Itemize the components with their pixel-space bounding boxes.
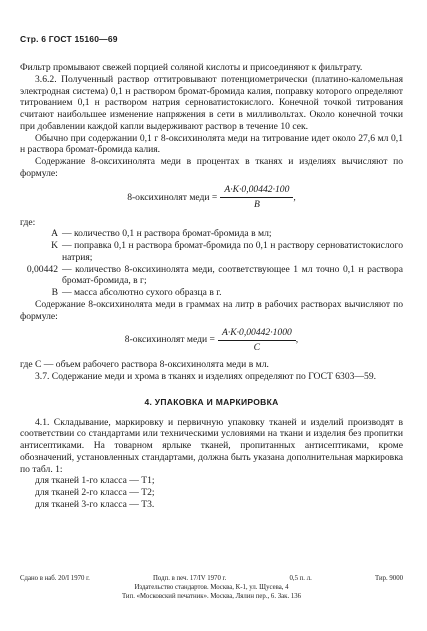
formula-percent-lhs: 8-оксихинолят меди = [127, 191, 218, 203]
imprint-signed: Подп. в печ. 17/IV 1970 г. [153, 575, 227, 582]
imprint-sheets: 0,5 п. л. [289, 575, 312, 582]
formula-percent-denominator: B [253, 199, 260, 210]
imprint-footer [20, 574, 403, 601]
definition-symbol: B [51, 287, 58, 298]
definition-text: — количество 8-оксихинолята меди, соответствующее 1 мл точно 0,1 н раствора бромат-бромида, в г; [62, 263, 403, 287]
imprint-print-run: Тир. 9000 [374, 575, 403, 582]
paragraph-filter-wash: Фильтр промывают свежей порцией соляной кислоты и присоединяют к фильтрату. [20, 62, 363, 73]
formula-grams [20, 325, 403, 355]
document-body [20, 62, 403, 511]
paragraph-where-c: где C — объем рабочего раствора 8-оксихинолята меди в мл. [20, 359, 269, 371]
formula-percent [20, 183, 403, 213]
imprint-publisher: Издательство стандартов. Москва, К-1, ул. Щусева, 4 [134, 584, 289, 591]
paragraph-3-7: 3.7. Содержание меди и хрома в тканях и изделиях определяют по ГОСТ 6303—59. [35, 371, 377, 382]
section-title: 4. УПАКОВКА И МАРКИРОВКА [144, 396, 279, 407]
definition-text: — масса абсолютно сухого образца в г. [62, 287, 222, 298]
formula-grams-numerator: A·K·0,00442·1000 [218, 327, 296, 341]
formula-percent-tail: , [293, 191, 296, 203]
definition-symbol: K [51, 240, 58, 251]
paragraph-percent-content: Содержание 8-оксихинолята меди в процентах в тканях и изделиях вычисляют по формуле: [20, 156, 403, 179]
formula-grams-denominator: C [253, 341, 261, 353]
formula-grams-lhs: 8-оксихинолят меди = [124, 334, 215, 346]
paragraph-4-1: 4.1. Складывание, маркировку и первичную упаковку тканей и изделий производят в соответствии со стандартами или техническими условиями на ткани и изделия без пропитки антисептиками. На товарном ярлыке тканей, пропитанных антисептиками, кроме обозначений, установленных стандартами, должна быть указана дополнительная маркировка по табл. 1: [20, 416, 403, 475]
marking-list [20, 475, 403, 510]
imprint-row [20, 574, 403, 583]
list-item: для тканей 1-го класса — T1; [35, 475, 155, 487]
formula-grams-tail: , [295, 334, 299, 346]
page-header: Стр. 6 ГОСТ 15160—69 [20, 34, 118, 44]
definition-text: — количество 0,1 н раствора бромат-бромида в мл; [62, 228, 272, 240]
definition-symbol: 0,00442 [26, 263, 58, 275]
imprint-printer: Тип. «Московский печатник». Москва, Лялин пер., 6. Зак. 136 [121, 593, 302, 600]
imprint-sent: Сдано в наб. 20/I 1970 г. [20, 575, 90, 582]
formula-percent-fraction [220, 184, 296, 211]
formula-grams-fraction [218, 327, 299, 354]
formula-percent-numerator: A·K·0,00442·100 [220, 184, 293, 198]
paragraph-3-6-2: 3.6.2. Полученный раствор оттитровывают потенциометрически (платино-каломельная электродная система) 0,1 н раствором бромат-бромида калия, поправку которого определяют титрованием 0,1 н раствором натрия серноватистокислого. Конечной точкой титрования считают наибольшее изменение напряжения в сети в милливольтах. Около конечной точки при добавлении каждой капли выдерживают раствор в течение 10 сек. [20, 73, 403, 132]
definition-text: — поправка 0,1 н раствора бромат-бромида по 0,1 н раствору серноватистокислого натрия; [62, 240, 403, 263]
where-label: где: [20, 216, 36, 228]
list-item: для тканей 3-го класса — T3. [35, 498, 155, 510]
paragraph-grams-per-liter: Содержание 8-оксихинолята меди в граммах на литр в рабочих растворах вычисляют по формуле: [20, 298, 403, 322]
list-item: для тканей 2-го класса — T2; [35, 487, 155, 498]
variable-definitions [20, 228, 403, 299]
paragraph-titration-volume: Обычно при содержании 0,1 г 8-оксихинолята меди на титрование идет около 27,6 мл 0,1 н раствора бромат-бромида калия. [20, 132, 403, 156]
definition-symbol: A [51, 228, 58, 240]
